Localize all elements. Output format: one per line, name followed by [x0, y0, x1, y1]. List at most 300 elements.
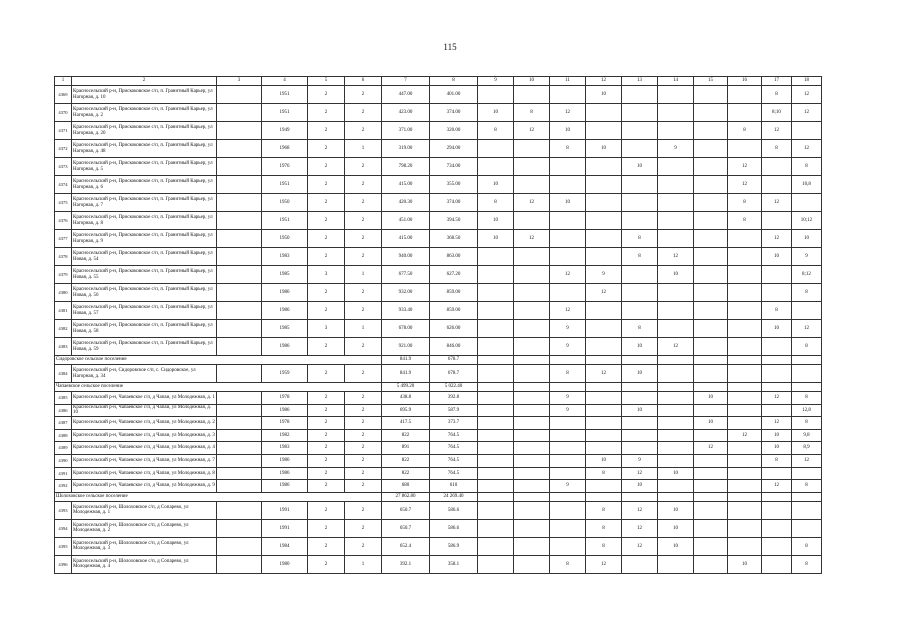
work-value-cell	[792, 302, 822, 320]
work-value-cell	[658, 176, 694, 194]
build-year: 1986	[262, 404, 308, 417]
work-value-cell	[658, 392, 694, 405]
row-number: 4382	[55, 320, 72, 338]
work-value-cell: 12	[622, 537, 658, 555]
area-living: 859.00	[430, 284, 478, 302]
work-value-cell	[658, 417, 694, 430]
work-value-cell: 8	[478, 122, 514, 140]
work-value-cell: 9	[658, 140, 694, 158]
work-value-cell	[514, 284, 550, 302]
building-row	[55, 429, 822, 442]
entrances: 2	[345, 454, 382, 467]
work-value-cell	[478, 365, 514, 383]
work-value-cell	[514, 86, 550, 104]
entrances: 2	[345, 429, 382, 442]
work-value-cell	[217, 158, 262, 176]
build-year: 1985	[262, 320, 308, 338]
entrances: 2	[345, 176, 382, 194]
floors: 2	[308, 404, 345, 417]
work-value-cell	[728, 537, 762, 555]
work-value-cell	[728, 302, 762, 320]
work-value-cell: 12	[550, 104, 586, 122]
build-year: 1986	[262, 480, 308, 493]
settlement-subtotal-row	[55, 356, 822, 365]
work-value-cell	[550, 537, 586, 555]
building-address: Красносельский р-н, Прискоковское с/п, п. Гранитный Карьер, ул Новая, д. 56	[72, 284, 217, 302]
area-living: 374.00	[430, 194, 478, 212]
work-value-cell: 12	[622, 467, 658, 480]
work-value-cell: 10	[658, 501, 694, 519]
floors: 2	[308, 417, 345, 430]
work-value-cell	[514, 404, 550, 417]
work-value-cell	[728, 467, 762, 480]
entrances: 2	[345, 284, 382, 302]
work-value-cell	[694, 501, 728, 519]
building-address: Красносельский р-н, Прискоковское с/п, п. Гранитный Карьер, ул Нагорная, д. 10	[72, 86, 217, 104]
entrances: 2	[345, 194, 382, 212]
entrances: 2	[345, 365, 382, 383]
empty-cell	[694, 383, 728, 392]
building-row	[55, 442, 822, 455]
area-total: 650.7	[382, 501, 430, 519]
area-total: 423.00	[382, 104, 430, 122]
floors: 2	[308, 104, 345, 122]
row-number: 4386	[55, 404, 72, 417]
row-number: 4381	[55, 302, 72, 320]
build-year: 1949	[262, 122, 308, 140]
entrances: 2	[345, 338, 382, 356]
building-address: Красносельский р-н, Чапаевское с/п, д Чапаи, ул Молодежная, д. 1	[72, 392, 217, 405]
work-value-cell	[514, 392, 550, 405]
building-row	[55, 537, 822, 555]
work-value-cell	[762, 467, 792, 480]
work-value-cell	[586, 176, 622, 194]
work-value-cell	[217, 302, 262, 320]
work-value-cell: 12	[586, 365, 622, 383]
work-value-cell	[762, 519, 792, 537]
area-total: 822	[382, 454, 430, 467]
work-value-cell	[514, 467, 550, 480]
work-value-cell	[514, 417, 550, 430]
work-value-cell: 12	[762, 392, 792, 405]
entrances: 2	[345, 480, 382, 493]
work-value-cell: 10	[694, 417, 728, 430]
work-value-cell	[658, 122, 694, 140]
work-value-cell	[728, 417, 762, 430]
floors: 2	[308, 248, 345, 266]
floors: 2	[308, 501, 345, 519]
work-value-cell	[694, 302, 728, 320]
work-value-cell	[478, 392, 514, 405]
work-value-cell	[658, 454, 694, 467]
work-value-cell	[478, 442, 514, 455]
row-number: 4384	[55, 365, 72, 383]
work-value-cell	[550, 212, 586, 230]
build-year: 1950	[262, 194, 308, 212]
work-value-cell: 9	[550, 338, 586, 356]
work-value-cell	[694, 320, 728, 338]
build-year: 1984	[262, 537, 308, 555]
building-row	[55, 338, 822, 356]
work-value-cell	[586, 442, 622, 455]
building-address: Красносельский р-н, Чапаевское с/п, д Чапаи, ул Молодежная, д. 2	[72, 417, 217, 430]
work-value-cell	[550, 467, 586, 480]
work-value-cell	[478, 429, 514, 442]
area-living: 764.5	[430, 467, 478, 480]
building-address: Красносельский р-н, Чапаевское с/п, д Чапаи, ул Молодежная, д. 9	[72, 480, 217, 493]
work-value-cell: 8	[792, 480, 822, 493]
entrances: 2	[345, 104, 382, 122]
work-value-cell	[550, 230, 586, 248]
work-value-cell: 8;10	[762, 104, 792, 122]
work-value-cell: 8	[762, 302, 792, 320]
work-value-cell	[792, 194, 822, 212]
area-living: 678.7	[430, 365, 478, 383]
work-value-cell	[217, 176, 262, 194]
building-row	[55, 454, 822, 467]
work-value-cell	[217, 417, 262, 430]
work-value-cell	[478, 501, 514, 519]
work-value-cell	[514, 519, 550, 537]
row-number: 4371	[55, 122, 72, 140]
empty-cell	[622, 383, 658, 392]
work-value-cell: 12	[728, 158, 762, 176]
floors: 2	[308, 392, 345, 405]
settlement-name: Чапаевское сельское поселение	[55, 383, 382, 392]
build-year: 1976	[262, 158, 308, 176]
work-value-cell	[658, 86, 694, 104]
work-value-cell: 8	[792, 392, 822, 405]
building-address: Красносельский р-н, Прискоковское с/п, п. Гранитный Карьер, ул Нагорная, д. 8	[72, 212, 217, 230]
build-year: 1986	[262, 338, 308, 356]
work-value-cell	[217, 404, 262, 417]
work-value-cell: 8	[762, 140, 792, 158]
work-value-cell: 12	[792, 454, 822, 467]
work-value-cell	[658, 320, 694, 338]
entrances: 2	[345, 519, 382, 537]
empty-cell	[658, 383, 694, 392]
work-value-cell	[217, 365, 262, 383]
work-value-cell: 10	[762, 320, 792, 338]
work-value-cell	[694, 467, 728, 480]
settlement-name: Шолоховское сельское поселение	[55, 492, 382, 501]
work-value-cell: 9	[792, 248, 822, 266]
row-number: 4378	[55, 248, 72, 266]
row-number: 4380	[55, 284, 72, 302]
work-value-cell	[762, 338, 792, 356]
work-value-cell: 10	[658, 519, 694, 537]
building-row	[55, 266, 822, 284]
work-value-cell	[792, 501, 822, 519]
work-value-cell: 8	[586, 501, 622, 519]
building-address: Красносельский р-н, Прискоковское с/п, п. Гранитный Карьер, ул Нагорная, д. 6	[72, 176, 217, 194]
work-value-cell	[514, 320, 550, 338]
empty-cell	[550, 492, 586, 501]
subtotal-area-living: 24 269.40	[430, 492, 478, 501]
entrances: 2	[345, 537, 382, 555]
work-value-cell	[762, 555, 792, 573]
work-value-cell	[217, 230, 262, 248]
settlement-subtotal-row	[55, 383, 822, 392]
work-value-cell: 12	[762, 480, 792, 493]
work-value-cell	[514, 158, 550, 176]
building-row	[55, 365, 822, 383]
floors: 2	[308, 429, 345, 442]
build-year: 1951	[262, 104, 308, 122]
work-value-cell: 12	[762, 417, 792, 430]
building-row	[55, 417, 822, 430]
work-value-cell	[728, 501, 762, 519]
work-value-cell	[550, 454, 586, 467]
work-value-cell	[550, 519, 586, 537]
work-value-cell: 9	[550, 480, 586, 493]
work-value-cell	[658, 404, 694, 417]
building-address: Красносельский р-н, Шолоховское с/п, д Сопарево, ул Молодежная, д. 4	[72, 555, 217, 573]
building-row	[55, 248, 822, 266]
work-value-cell: 8	[514, 104, 550, 122]
area-total: 371.00	[382, 122, 430, 140]
entrances: 2	[345, 230, 382, 248]
entrances: 2	[345, 122, 382, 140]
work-value-cell	[550, 442, 586, 455]
work-value-cell	[217, 555, 262, 573]
floors: 2	[308, 140, 345, 158]
work-value-cell	[478, 537, 514, 555]
work-value-cell: 12	[586, 555, 622, 573]
work-value-cell	[586, 417, 622, 430]
building-row	[55, 302, 822, 320]
area-total: 891	[382, 442, 430, 455]
work-value-cell	[694, 338, 728, 356]
work-value-cell	[728, 404, 762, 417]
work-value-cell: 8	[792, 338, 822, 356]
column-number-cell: 1	[55, 77, 72, 86]
empty-cell	[514, 383, 550, 392]
entrances: 2	[345, 404, 382, 417]
column-number-cell: 14	[658, 77, 694, 86]
work-value-cell: 8	[792, 555, 822, 573]
work-value-cell	[762, 212, 792, 230]
work-value-cell: 10	[728, 555, 762, 573]
work-value-cell: 9	[622, 454, 658, 467]
empty-cell	[514, 356, 550, 365]
column-number-cell: 13	[622, 77, 658, 86]
work-value-cell: 10	[762, 429, 792, 442]
build-year: 1951	[262, 176, 308, 194]
column-number-cell: 3	[217, 77, 262, 86]
work-value-cell: 10	[622, 480, 658, 493]
area-total: 417.5	[382, 417, 430, 430]
work-value-cell: 12	[514, 230, 550, 248]
entrances: 1	[345, 140, 382, 158]
work-value-cell: 10	[478, 230, 514, 248]
work-value-cell	[514, 537, 550, 555]
subtotal-area-living: 678.7	[430, 356, 478, 365]
row-number: 4389	[55, 442, 72, 455]
work-value-cell	[217, 212, 262, 230]
row-number: 4369	[55, 86, 72, 104]
work-value-cell: 12	[762, 230, 792, 248]
build-year: 1968	[262, 140, 308, 158]
entrances: 2	[345, 158, 382, 176]
area-living: 368.50	[430, 230, 478, 248]
build-year: 1978	[262, 392, 308, 405]
row-number: 4376	[55, 212, 72, 230]
building-row	[55, 86, 822, 104]
work-value-cell	[217, 284, 262, 302]
work-value-cell	[622, 284, 658, 302]
work-value-cell: 8	[792, 537, 822, 555]
work-value-cell	[694, 454, 728, 467]
work-value-cell	[728, 392, 762, 405]
floors: 2	[308, 194, 345, 212]
work-value-cell	[478, 480, 514, 493]
area-living: 401.00	[430, 86, 478, 104]
work-value-cell	[622, 212, 658, 230]
row-number: 4377	[55, 230, 72, 248]
area-living: 587.9	[430, 404, 478, 417]
building-address: Красносельский р-н, Чапаевское с/п, д Чапаи, ул Молодежная, д. 8	[72, 467, 217, 480]
work-value-cell: 12	[762, 122, 792, 140]
work-value-cell	[586, 392, 622, 405]
work-value-cell	[478, 140, 514, 158]
work-value-cell: 8	[728, 122, 762, 140]
area-total: 680	[382, 480, 430, 493]
building-row	[55, 104, 822, 122]
building-row	[55, 230, 822, 248]
work-value-cell: 12	[792, 104, 822, 122]
work-value-cell	[550, 86, 586, 104]
build-year: 1983	[262, 248, 308, 266]
work-value-cell	[694, 212, 728, 230]
work-value-cell: 12	[586, 284, 622, 302]
column-number-cell: 12	[586, 77, 622, 86]
work-value-cell	[478, 320, 514, 338]
building-row	[55, 392, 822, 405]
area-living: 586.6	[430, 519, 478, 537]
floors: 2	[308, 158, 345, 176]
column-number-cell: 15	[694, 77, 728, 86]
subtotal-area-total: 27 862.80	[382, 492, 430, 501]
floors: 2	[308, 230, 345, 248]
subtotal-area-total: 841.9	[382, 356, 430, 365]
work-value-cell	[728, 86, 762, 104]
row-number: 4393	[55, 501, 72, 519]
area-total: 438.8	[382, 392, 430, 405]
work-value-cell: 12	[622, 519, 658, 537]
area-total: 822	[382, 467, 430, 480]
floors: 2	[308, 122, 345, 140]
work-value-cell	[658, 302, 694, 320]
entrances: 1	[345, 555, 382, 573]
work-value-cell	[622, 86, 658, 104]
work-value-cell	[217, 86, 262, 104]
work-value-cell	[694, 230, 728, 248]
work-value-cell	[217, 266, 262, 284]
column-number-cell: 18	[792, 77, 822, 86]
area-total: 415.00	[382, 176, 430, 194]
building-row	[55, 320, 822, 338]
work-value-cell	[217, 104, 262, 122]
area-total: 319.00	[382, 140, 430, 158]
work-value-cell	[586, 480, 622, 493]
work-value-cell	[586, 248, 622, 266]
work-value-cell	[658, 429, 694, 442]
area-living: 863.00	[430, 248, 478, 266]
work-value-cell: 9	[550, 320, 586, 338]
work-value-cell	[694, 429, 728, 442]
settlement-name: Сидоровское сельское поселение	[55, 356, 382, 365]
build-year: 1978	[262, 417, 308, 430]
work-value-cell	[622, 266, 658, 284]
work-value-cell	[217, 519, 262, 537]
build-year: 1991	[262, 519, 308, 537]
work-value-cell	[622, 104, 658, 122]
work-value-cell	[694, 555, 728, 573]
area-total: 652.4	[382, 537, 430, 555]
subtotal-area-total: 5 499.20	[382, 383, 430, 392]
work-value-cell	[514, 555, 550, 573]
work-value-cell	[658, 365, 694, 383]
work-value-cell: 12	[622, 501, 658, 519]
work-value-cell: 10	[478, 212, 514, 230]
work-value-cell	[728, 266, 762, 284]
work-value-cell: 8	[550, 555, 586, 573]
empty-cell	[586, 492, 622, 501]
work-value-cell: 10	[478, 176, 514, 194]
work-value-cell: 8	[586, 537, 622, 555]
work-value-cell: 8	[586, 467, 622, 480]
work-value-cell	[514, 442, 550, 455]
column-number-cell: 6	[345, 77, 382, 86]
column-number-cell: 10	[514, 77, 550, 86]
floors: 2	[308, 86, 345, 104]
work-value-cell: 8	[622, 230, 658, 248]
work-value-cell	[622, 442, 658, 455]
settlement-subtotal-row	[55, 492, 822, 501]
empty-cell	[622, 492, 658, 501]
work-value-cell	[728, 338, 762, 356]
work-value-cell	[586, 230, 622, 248]
work-value-cell	[658, 442, 694, 455]
row-number: 4383	[55, 338, 72, 356]
build-year: 1986	[262, 284, 308, 302]
work-value-cell: 8	[762, 454, 792, 467]
empty-cell	[762, 356, 792, 365]
building-row	[55, 194, 822, 212]
building-address: Красносельский р-н, Прискоковское с/п, п. Гранитный Карьер, ул Нагорная, д. 5	[72, 158, 217, 176]
empty-cell	[550, 383, 586, 392]
work-value-cell	[550, 417, 586, 430]
work-value-cell	[728, 320, 762, 338]
build-year: 1986	[262, 302, 308, 320]
area-total: 451.00	[382, 212, 430, 230]
column-number-cell: 2	[72, 77, 217, 86]
building-address: Красносельский р-н, Сидоровское с/п, с. Сидоровское, ул Нагорная, д. 34	[72, 365, 217, 383]
work-value-cell	[550, 501, 586, 519]
area-total: 392.1	[382, 555, 430, 573]
building-row	[55, 284, 822, 302]
work-value-cell: 8,9	[792, 442, 822, 455]
building-address: Красносельский р-н, Прискоковское с/п, п. Гранитный Карьер, ул Нагорная, д. 20	[72, 122, 217, 140]
work-value-cell	[217, 429, 262, 442]
column-number-cell: 17	[762, 77, 792, 86]
area-living: 373.7	[430, 417, 478, 430]
area-living: 392.8	[430, 392, 478, 405]
work-value-cell	[217, 537, 262, 555]
work-value-cell	[658, 284, 694, 302]
building-address: Красносельский р-н, Прискоковское с/п, п. Гранитный Карьер, ул Новая, д. 59	[72, 338, 217, 356]
